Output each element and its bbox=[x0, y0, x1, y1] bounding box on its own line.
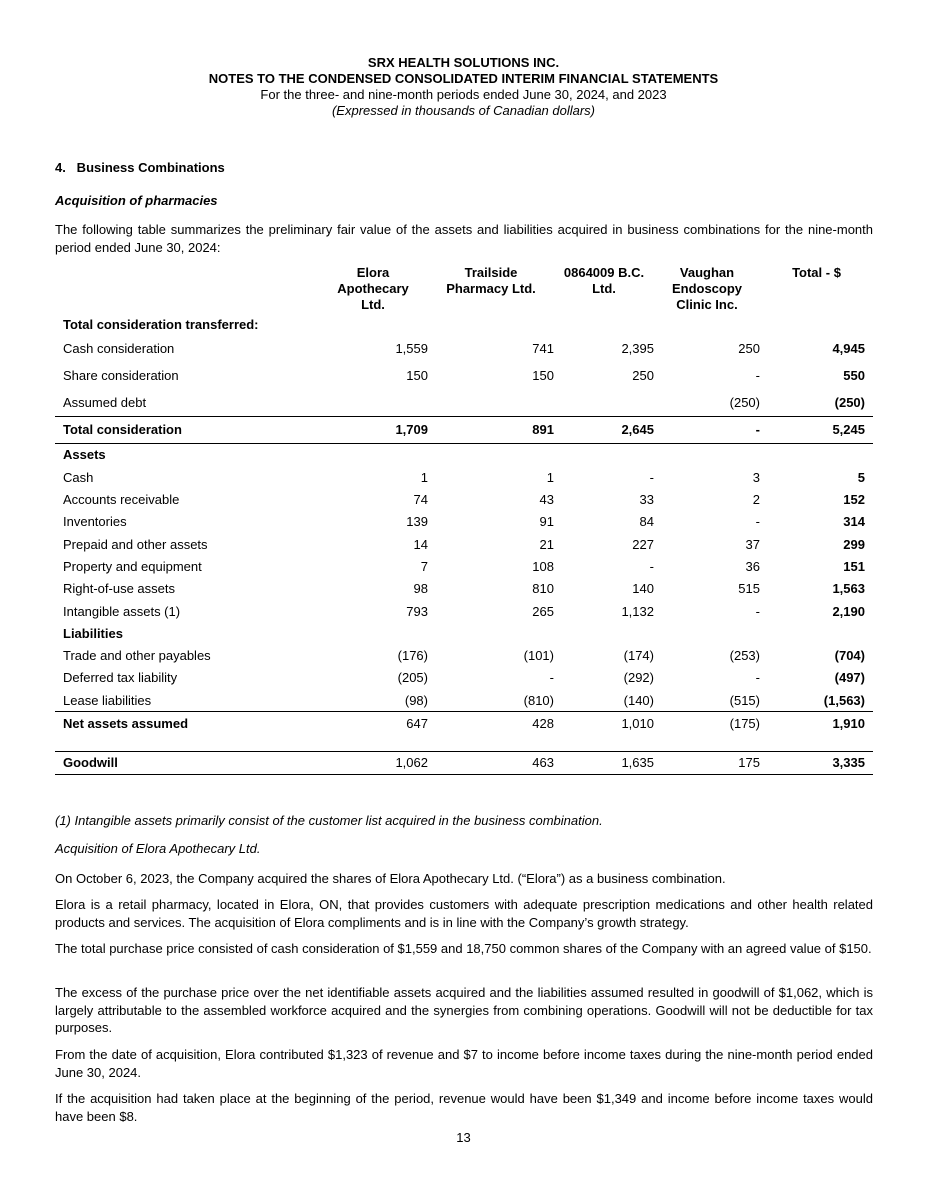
table-row: Property and equipment 7 108 - 36 151 bbox=[63, 558, 865, 574]
column-header: 0864009 B.C. Ltd. bbox=[563, 265, 645, 296]
column-header: Trailside Pharmacy Ltd. bbox=[446, 265, 536, 296]
company-name: SRX HEALTH SOLUTIONS INC. bbox=[367, 55, 560, 70]
assets-heading: Assets bbox=[63, 447, 106, 463]
currency-note: (Expressed in thousands of Canadian dollars) bbox=[331, 103, 596, 118]
table-row: Trade and other payables (176) (101) (174) (253) (704) bbox=[63, 648, 865, 664]
table-row: Cash consideration 1,559 741 2,395 250 4,945 bbox=[63, 341, 865, 357]
column-header: Vaughan Endoscopy Clinic Inc. bbox=[671, 265, 743, 312]
table-row: Deferred tax liability (205) - (292) - (497) bbox=[63, 670, 865, 686]
report-title: NOTES TO THE CONDENSED CONSOLIDATED INTERIM FINANCIAL STATEMENTS bbox=[208, 71, 719, 86]
table-row: Accounts receivable 74 43 33 2 152 bbox=[63, 492, 865, 508]
elora-paragraph-4: The excess of the purchase price over the net identifiable assets acquired and the liabilities assumed resulted in goodwill of $1,062, which is largely attributable to the assembled workforce acquired and the synergies from combining operations. Goodwill will not be deductible for tax purposes. bbox=[55, 985, 873, 1035]
table-row: Assumed debt (250) (250) bbox=[55, 389, 873, 416]
elora-paragraph-6: If the acquisition had taken place at the beginning of the period, revenue would have been $1,349 and income before income taxes would have been $8. bbox=[55, 1091, 873, 1124]
business-combinations-table bbox=[55, 265, 873, 775]
section-heading: 4. Business Combinations bbox=[55, 160, 225, 175]
elora-heading: Acquisition of Elora Apothecary Ltd. bbox=[55, 841, 261, 856]
elora-paragraph-3: The total purchase price consisted of cash consideration of $1,559 and 18,750 common shares of the Company with an agreed value of $150. bbox=[55, 941, 872, 956]
liabilities-heading: Liabilities bbox=[63, 625, 123, 641]
total-consideration-row: Total consideration 1,709 891 2,645 - 5,245 bbox=[55, 416, 873, 443]
elora-paragraph-2: Elora is a retail pharmacy, located in Elora, ON, that provides customers with adequate prescription medications and other health related products and services. The acquisition of Elora compliments and is in line with the Company’s growth strategy. bbox=[55, 897, 873, 930]
column-header: Elora Apothecary Ltd. bbox=[337, 265, 409, 312]
table-row: Intangible assets (1) 793 265 1,132 - 2,190 bbox=[63, 603, 865, 619]
elora-paragraph-5: From the date of acquisition, Elora contributed $1,323 of revenue and $7 to income before income taxes during the nine-month period ended June 30, 2024. bbox=[55, 1047, 873, 1080]
goodwill-row: Goodwill 1,062 463 1,635 175 3,335 bbox=[55, 751, 873, 774]
table-row: Prepaid and other assets 14 21 227 37 299 bbox=[63, 536, 865, 552]
elora-paragraph-1: On October 6, 2023, the Company acquired the shares of Elora Apothecary Ltd. (“Elora”) as a business combination. bbox=[55, 871, 726, 886]
consideration-heading: Total consideration transferred: bbox=[63, 316, 259, 332]
footnote: (1) Intangible assets primarily consist of the customer list acquired in the business combination. bbox=[55, 813, 603, 828]
table-row: Lease liabilities (98) (810) (140) (515) (1,563) bbox=[55, 689, 873, 712]
intro-paragraph: The following table summarizes the preliminary fair value of the assets and liabilities acquired in business combinations for the nine-month period ended June 30, 2024: bbox=[55, 222, 873, 255]
table-row: Cash 1 1 - 3 5 bbox=[63, 469, 865, 485]
net-assets-row: Net assets assumed 647 428 1,010 (175) 1,910 bbox=[63, 716, 865, 731]
section-subheading: Acquisition of pharmacies bbox=[55, 193, 218, 208]
report-header bbox=[0, 55, 927, 119]
page-number: 13 bbox=[456, 1130, 471, 1145]
report-period: For the three- and nine-month periods ended June 30, 2024, and 2023 bbox=[260, 87, 667, 102]
table-row: Inventories 139 91 84 - 314 bbox=[63, 514, 865, 530]
table-row: Right-of-use assets 98 810 140 515 1,563 bbox=[63, 581, 865, 597]
column-header: Total - $ bbox=[792, 265, 841, 280]
table-row: Share consideration 150 150 250 - 550 bbox=[63, 368, 865, 384]
